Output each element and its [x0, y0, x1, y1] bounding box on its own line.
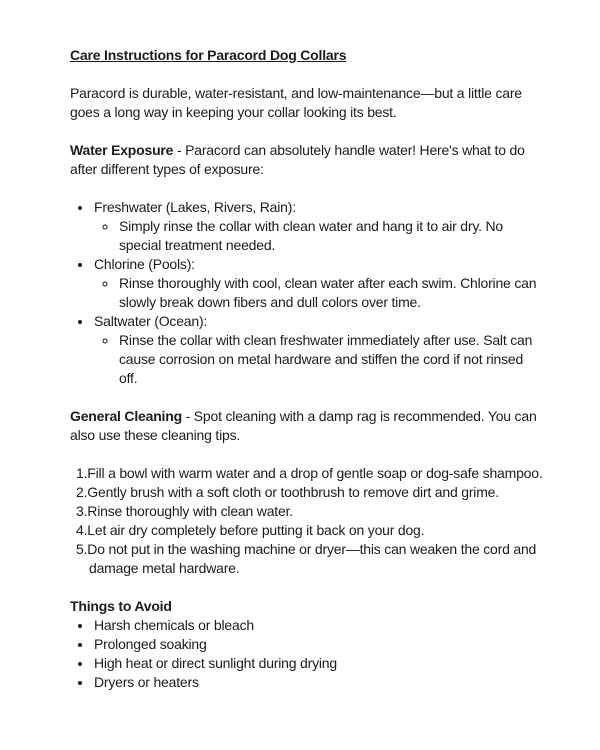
general-cleaning-heading: General Cleaning — [70, 408, 182, 424]
list-item-label: Saltwater (Ocean): — [94, 313, 208, 329]
general-cleaning-paragraph — [70, 407, 545, 445]
step-item: Gently brush with a soft cloth or toothbrush to remove dirt and grime. — [87, 484, 499, 500]
sub-list — [94, 331, 545, 388]
water-exposure-text: - Paracord can absolutely handle water! Here's what to do after different types of exposure: — [70, 142, 525, 177]
step-item: Rinse thoroughly with clean water. — [87, 503, 293, 519]
step-item: Let air dry completely before putting it back on your dog. — [87, 522, 425, 538]
avoid-item: • High heat or direct sunlight during drying — [93, 654, 545, 673]
page-title: Care Instructions for Paracord Dog Collars — [70, 47, 347, 63]
sub-list — [94, 217, 545, 255]
sub-list-item: ◦ Rinse the collar with clean freshwater immediately after use. Salt can cause corrosion on metal hardware and stiffen the cord if not rinsed off. — [118, 331, 545, 388]
list-item-chlorine — [93, 255, 545, 312]
intro-paragraph: Paracord is durable, water-resistant, and low-maintenance—but a little care goes a long way in keeping your collar looking its best. — [70, 85, 522, 120]
things-to-avoid-list — [70, 616, 545, 692]
list-item-freshwater — [93, 198, 545, 255]
water-exposure-heading: Water Exposure — [70, 142, 174, 158]
list-item-label: Freshwater (Lakes, Rivers, Rain): — [94, 199, 296, 215]
water-exposure-paragraph — [70, 141, 545, 179]
list-item-saltwater — [93, 312, 545, 388]
avoid-item: • Prolonged soaking — [93, 635, 545, 654]
sub-list-item: ◦ Rinse thoroughly with cool, clean water after each swim. Chlorine can slowly break down fibers and dull colors over time. — [118, 274, 545, 312]
avoid-item: • Dryers or heaters — [93, 673, 545, 692]
list-item-label: Chlorine (Pools): — [94, 256, 195, 272]
avoid-item: • Harsh chemicals or bleach — [93, 616, 545, 635]
things-to-avoid-heading: Things to Avoid — [70, 598, 172, 614]
cleaning-steps-list — [70, 464, 545, 578]
sub-list-item: ◦ Simply rinse the collar with clean water and hang it to air dry. No special treatment needed. — [118, 217, 545, 255]
general-cleaning-text: - Spot cleaning with a damp rag is recommended. You can also use these cleaning tips. — [70, 408, 537, 443]
step-item: Fill a bowl with warm water and a drop of gentle soap or dog-safe shampoo. — [87, 465, 543, 481]
step-item: Do not put in the washing machine or dryer—this can weaken the cord and damage metal hardware. — [87, 541, 537, 576]
sub-list — [94, 274, 545, 312]
water-exposure-list — [70, 198, 545, 388]
